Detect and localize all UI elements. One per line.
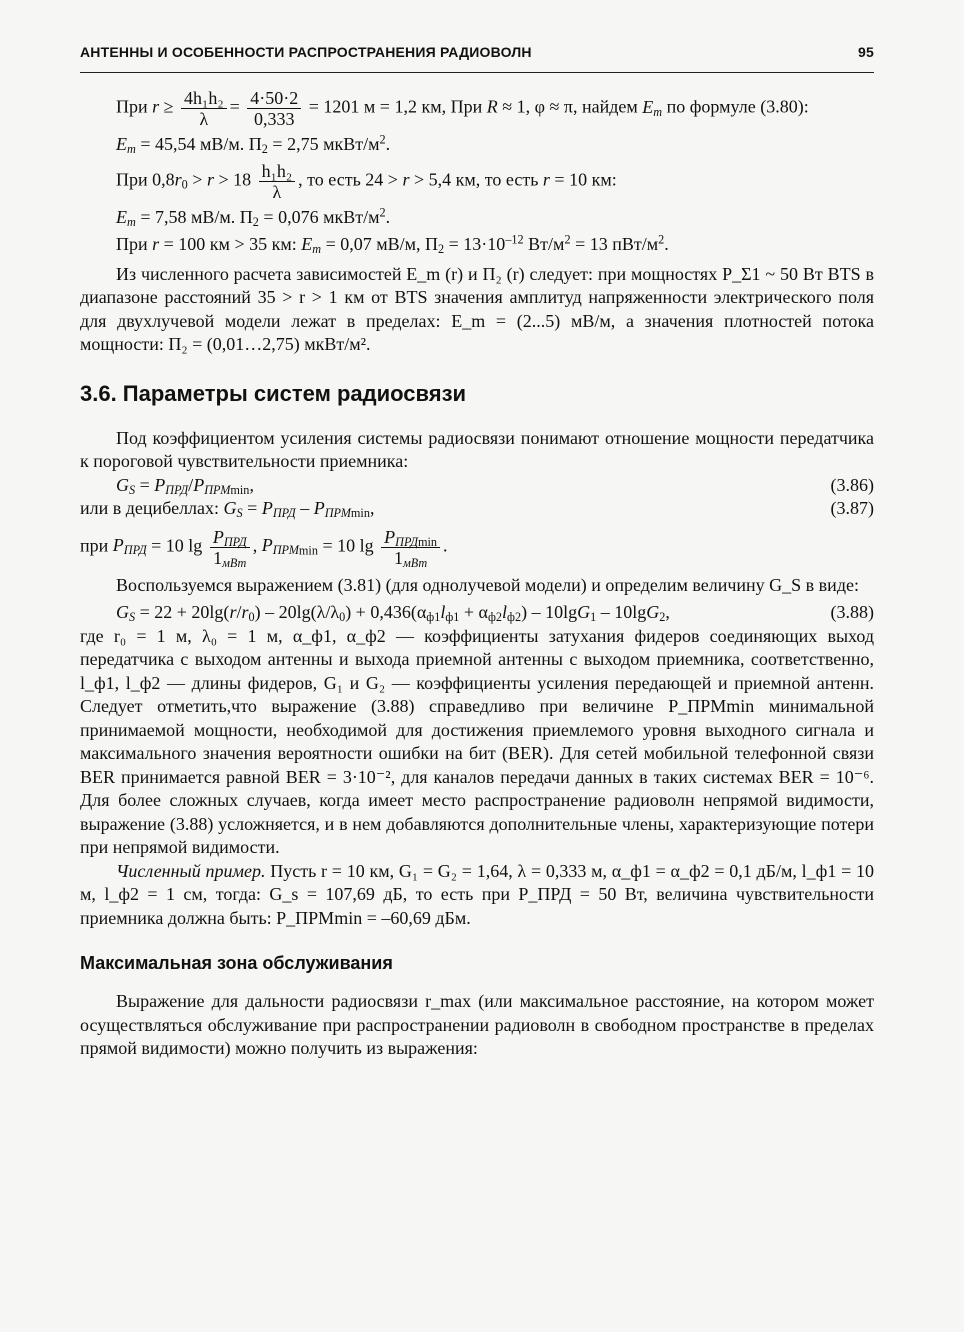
paragraph-max-range: Выражение для дальности радиосвязи r_max (или максимальное расстояние, на котором может осуществляться обслуживание при распространении радиоволн в свободном пространстве в пределах прямой видимости) можно получить из выражения: [80,991,874,1058]
page-number: 95 [858,44,874,60]
paragraph-numeric-example: Численный пример. Пусть r = 10 км, G₁ = G₂ = 1,64, λ = 0,333 м, α_ф1 = α_ф2 = 0,1 дБ/м, l_ф1 = 10 м, l_ф2 = 1 см, тогда: G_s = 107,69 дБ, то есть при P_ПРД = 50 Вт, величина чувствительности приемника должна быть: P_ПРМmin = –60,69 дБм. [80,860,874,928]
fraction-4h1h2-over-lambda: $\frac{\text{4h₁h₂}}{\lambda}$ [181,88,227,129]
equation-line-em-7: $E_m = 7,58$ мВ/м. $П_2 = 0,076$ мкВт/$м^2$. [116,204,391,229]
equation-power-in-dbm: при $P_{ПРД} = 10$ lg $\frac{P_{ПРД}}{1_{мВт}}$ , $P_{ПРМmin} = 10$ lg $\frac{P_{ПРДmin}}{1_{мВт}}$ . [80,526,448,570]
equation-line-r-threshold: При r ≥ $\frac{\text{4h₁h₂}}{\lambda}$ = $\frac{4\cdot 50\cdot 2}{0,333}$ = 1201 м = 1,2 км, При R ≈ 1, φ ≈ π, найдем $E_m$ по формуле (3.80): [116,88,809,129]
paragraph-where-definitions: где r₀ = 1 м, λ₀ = 1 м, α_ф1, α_ф2 — коэффициенты затухания фидеров соединяющих выход передатчика с выходом антенны и выхода приемной антенны с выходом приемника, соответственно, l_ф1, l_ф2 — длины фидеров, G₁ и G₂ — коэффициенты усиления передающей и приемной антенн. Следует отметить,что выражение (3.88) справедливо при величине P_ПРМmin минимальной принимаемой мощности, необходимой для достижения приемлемого уровня выходного сигнала и максимального значения вероятности ошибки на бит (BER). Для сетей мобильной телефонной связи BER принимается равной BER = 3·10⁻², для каналов передачи данных в таких системах BER = 10⁻⁶. Для более сложных случаев, когда имеет место распространение радиоволн непрямой видимости, выражение (3.88) усложняется, и в нем добавляются дополнительные члены, характеризующие потери при непрямой видимости. [80,625,874,857]
header-rule [80,72,874,73]
numeric-example-label: Численный пример. [116,860,266,881]
running-title: АНТЕННЫ И ОСОБЕННОСТИ РАСПРОСТРАНЕНИЯ РАДИОВОЛН [80,44,532,60]
equation-3-86: $G_S = P_{ПРД}/P_{ПРМmin}$, (3.86) [116,474,874,497]
fraction-h1h2-over-lambda: $\frac{\text{h₁h₂}}{\lambda}$ [259,161,296,202]
paragraph-numeric-results: Из численного расчета зависимостей E_m (r) и П₂ (r) следует: при мощностях P_Σ1 ~ 50 Вт BTS в диапазоне расстояний 35 > r > 1 км от BTS значения амплитуд напряженности электрического поля для двухлучевой модели лежат в пределах: E_m = (2...5) мВ/м, а значения плотностей потока мощности: П₂ = (0,01…2,75) мкВт/м². [80,263,874,354]
equation-line-r-range: При $0,8r_0 > r > 18$ $\frac{\text{h₁h₂}}{\lambda}$ , то есть 24 > r > 5,4 км, то есть r = 10 км: [116,160,617,202]
running-header [80,44,874,60]
fraction-numeric: $\frac{4\cdot 50\cdot 2}{0,333}$ [247,88,301,129]
section-heading: 3.6. Параметры систем радиосвязи [80,380,467,406]
equation-3-88: $G_S = 22 + 20\lg(r/r_0) - 20\lg(\lambda/\lambda_0) + 0,436(\alpha_{ф1}l_{ф1} + \alpha_{ф2}l_{ф2}) - 10\lg G_1 - 10\lg G_2$, (3.88) [116,602,874,625]
paragraph-gain-definition: Под коэффициентом усиления системы радиосвязи понимают отношение мощности передатчика к пороговой чувствительности приемника: [80,427,874,471]
subsection-heading: Максимальная зона обслуживания [80,953,393,973]
equation-3-87: или в децибеллах: $G_S = P_{ПРД} - P_{ПРМmin}$, (3.87) [80,498,874,521]
page-body [80,88,874,1061]
equation-line-r-100: При r = 100 км > 35 км: $E_m = 0,07$ мВ/м, $П_2 = 13\cdot 10^{-12}$ $Вт/м^2 = 13$ пВт/$м^2$. [116,232,669,257]
equation-line-em-45: $E_m = 45,54$ мВ/м. $П_2 = 2,75$ мкВт/$м^2$. [116,132,391,157]
paragraph-use-expression: Воспользуемся выражением (3.81) (для однолучевой модели) и определим величину G_S в виде: [116,574,859,595]
